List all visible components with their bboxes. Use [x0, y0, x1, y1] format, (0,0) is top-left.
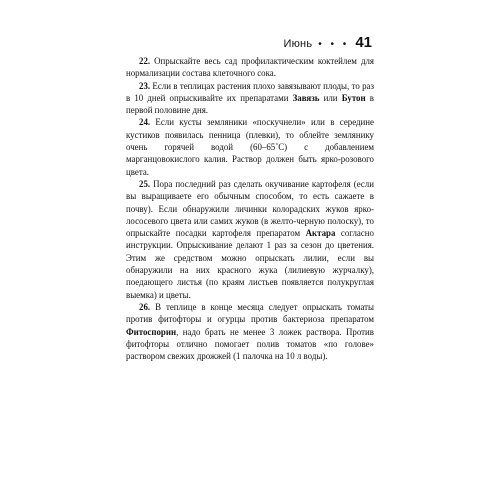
item-number: 26.: [139, 301, 151, 312]
product-name: Фитоспорин: [126, 326, 177, 337]
product-name: Актара: [305, 228, 336, 239]
paragraph-text: Опрыскайте весь сад профилактическим коктейлем для нормализации состава клеточного сока.: [126, 56, 374, 79]
paragraph-text: в первой половине дня.: [126, 92, 374, 116]
paragraph-24: [126, 116, 374, 177]
product-name: Завязь: [292, 92, 320, 103]
running-header: [283, 34, 372, 51]
page-number: 41: [355, 34, 372, 51]
paragraph-text: В теплице в конце месяца следует опрыскать томаты против фитофторы и огурцы против бактериоза препаратом: [126, 301, 374, 325]
product-name: Бутон: [341, 92, 366, 103]
body-text: [126, 55, 374, 362]
paragraph-25: [126, 178, 374, 301]
paragraph-26: [126, 301, 374, 362]
paragraph-text: Если кусты земляники «поскучнели» или в середине кустиков появилась пенница (плевки), то облейте землянику очень горячей водой (60–65˚С) с добавлением марганцовокислого калия. Раствор должен быть ярко-розового цвета.: [126, 117, 374, 177]
header-dots: • • •: [318, 39, 350, 50]
paragraph-23: [126, 80, 374, 117]
paragraph-text: , надо брать не менее 3 ложек раствора. Против фитофторы отлично помогает полив томатов «по голове» раствором свежих дрожжей (1 палочка на 10 л воды).: [126, 326, 374, 362]
header-month: Июнь: [283, 38, 313, 50]
paragraph-text: или: [319, 92, 342, 103]
item-number: 25.: [139, 178, 151, 189]
paragraph-text: Пора последний раз сделать окучивание картофеля (если вы выращиваете его обычным способом, то есть сажаете в почву). Если обнаружили личинки колорадских жуков ярко-лососевого цвета или самих жуков (в желто-черную полоску), то опрыскайте посадки картофеля препаратом: [126, 178, 374, 239]
item-number: 22.: [139, 56, 151, 66]
paragraph-text: согласно инструкции. Опрыскивание делают 1 раз за сезон до цветения. Этим же средством можно опрыскать лилии, если вы обнаружили на них красного жука (лилиевую журчалку), поедающего листья (по краям листьев появляется полукруглая выемка) и цветы.: [126, 228, 374, 300]
paragraph-text: Если в теплицах растения плохо завязывают плоды, то раз в 10 дней опрыскивайте их препаратами: [126, 80, 374, 103]
item-number: 24.: [139, 117, 151, 128]
item-number: 23.: [139, 80, 151, 91]
paragraph-22: [126, 55, 374, 80]
